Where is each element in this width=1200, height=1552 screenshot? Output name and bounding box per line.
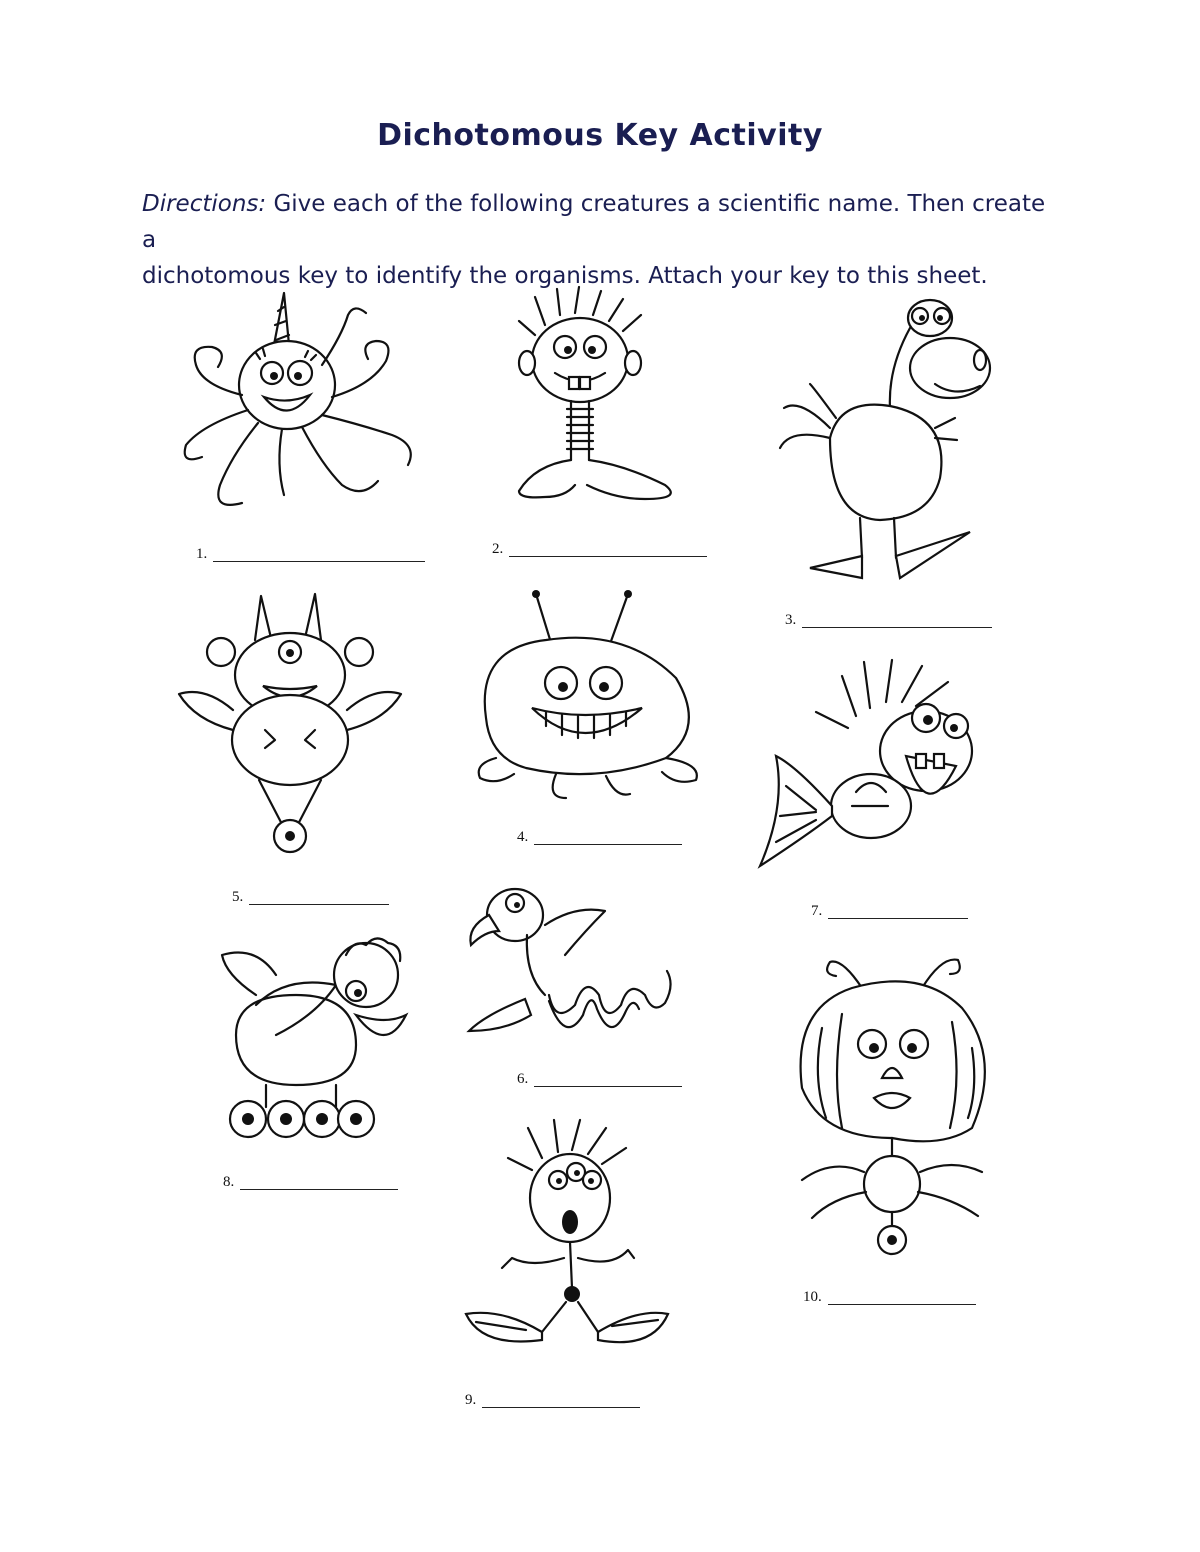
answer-line-2[interactable] — [509, 542, 707, 557]
answer-line-5[interactable] — [249, 890, 389, 905]
creature-1-illustration — [172, 285, 428, 520]
label-6-number: 6. — [517, 1071, 529, 1087]
label-10 — [803, 1289, 976, 1305]
answer-line-3[interactable] — [802, 613, 992, 628]
answer-line-4[interactable] — [534, 830, 682, 845]
label-7-number: 7. — [811, 903, 823, 919]
label-3 — [785, 612, 992, 628]
creature-9-illustration — [462, 1118, 672, 1373]
answer-line-9[interactable] — [482, 1393, 640, 1408]
directions-text — [142, 186, 1062, 294]
answer-line-1[interactable] — [213, 547, 425, 562]
label-5 — [232, 889, 389, 905]
label-8-number: 8. — [223, 1174, 235, 1190]
creature-8-illustration — [216, 935, 416, 1145]
creature-3-illustration — [770, 288, 1010, 578]
answer-line-8[interactable] — [240, 1175, 398, 1190]
creature-6-illustration — [465, 875, 680, 1045]
answer-line-10[interactable] — [828, 1290, 976, 1305]
label-4-number: 4. — [517, 829, 529, 845]
answer-line-6[interactable] — [534, 1072, 682, 1087]
directions-lead: Directions: — [142, 191, 267, 217]
label-9-number: 9. — [465, 1392, 477, 1408]
label-8 — [223, 1174, 398, 1190]
directions-line-2: dichotomous key to identify the organisms. Attach your key to this sheet. — [142, 263, 988, 289]
label-3-number: 3. — [785, 612, 797, 628]
creature-4-illustration — [466, 588, 716, 803]
answer-line-7[interactable] — [828, 904, 968, 919]
creature-5-illustration — [175, 590, 405, 860]
creature-10-illustration — [782, 948, 1007, 1263]
label-1 — [196, 546, 425, 562]
label-6 — [517, 1071, 682, 1087]
label-4 — [517, 829, 682, 845]
label-10-number: 10. — [803, 1289, 822, 1305]
directions-line-1: Give each of the following creatures a scientific name. Then create a — [142, 191, 1046, 253]
label-2-number: 2. — [492, 541, 504, 557]
creature-2-illustration — [505, 285, 705, 520]
label-9 — [465, 1392, 640, 1408]
page-title: Dichotomous Key Activity — [377, 118, 823, 153]
label-1-number: 1. — [196, 546, 208, 562]
label-2 — [492, 541, 707, 557]
label-5-number: 5. — [232, 889, 244, 905]
label-7 — [811, 903, 968, 919]
creature-7-illustration — [756, 656, 996, 876]
